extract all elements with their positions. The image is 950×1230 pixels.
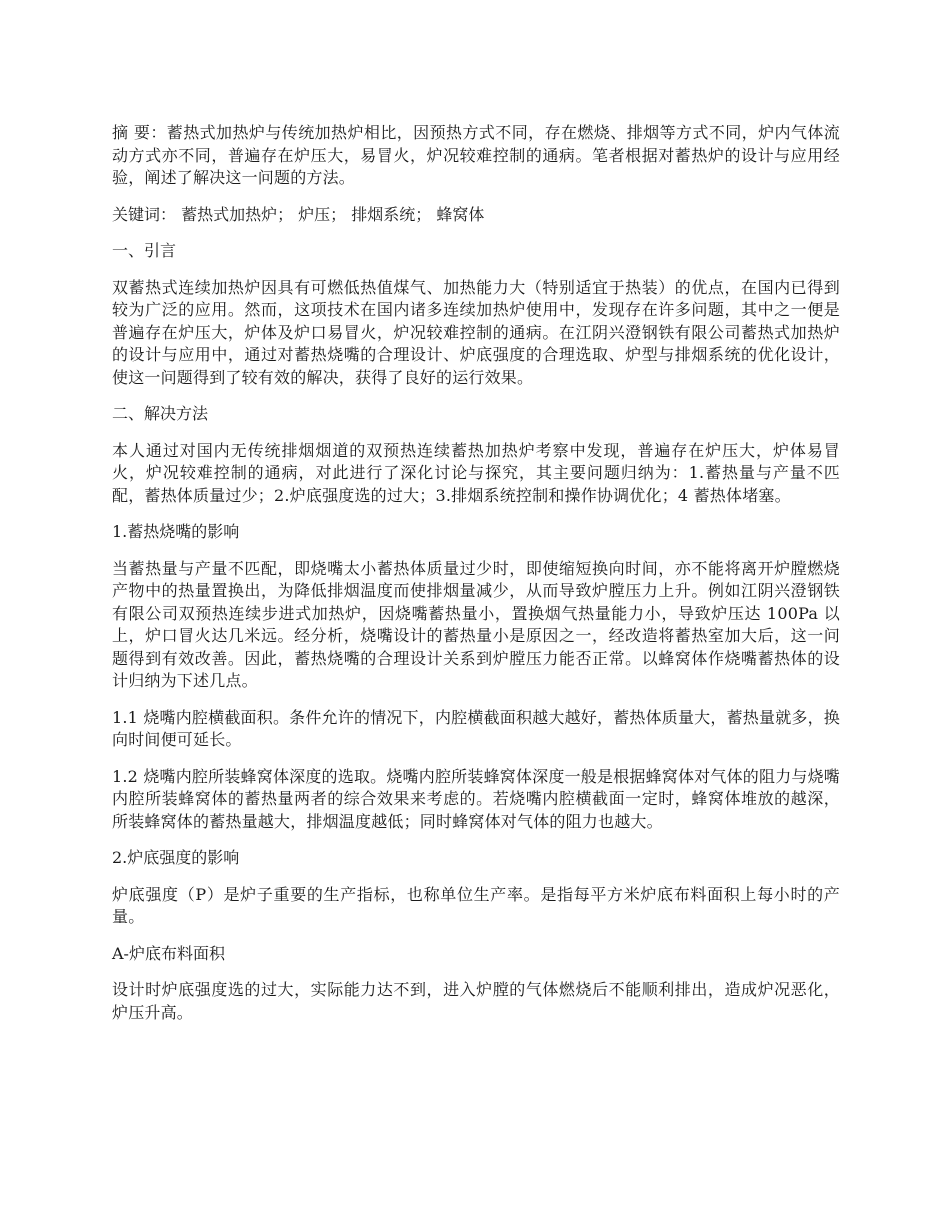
solution-paragraph: 本人通过对国内无传统排烟烟道的双预热连续蓄热加热炉考察中发现，普遍存在炉压大，炉体易冒火，炉况较难控制的通病，对此进行了深化讨论与探究，其主要问题归纳为：1.蓄热量与产量不匹配，蓄热体质量过少；2.炉底强度选的过大；3.排烟系统控制和操作协调优化；4 蓄热体堵塞。 bbox=[112, 440, 840, 505]
abstract-paragraph: 摘 要：蓄热式加热炉与传统加热炉相比，因预热方式不同，存在燃烧、排烟等方式不同，炉内气体流动方式亦不同，普遍存在炉压大，易冒火，炉况较难控制的通病。笔者根据对蓄热炉的设计与应用经验，阐述了解决这一问题的方法。 bbox=[112, 123, 840, 187]
hearth-intensity-paragraph: 炉底强度（P）是炉子重要的生产指标，也称单位生产率。是指每平方米炉底布料面积上每小时的产量。 bbox=[112, 884, 840, 926]
burner-paragraph: 当蓄热量与产量不匹配，即烧嘴太小蓄热体质量过少时，即使缩短换向时间，亦不能将离开炉膛燃烧产物中的热量置换出，为降低排烟温度而使排烟量减少，从而导致炉膛压力上升。例如江阴兴澄钢铁有限公司双预热连续步进式加热炉，因烧嘴蓄热量小，置换烟气热量能力小，导致炉压达 100Pa 以上，炉口冒火达几米远。经分析，烧嘴设计的蓄热量小是原因之一，经改造将蓄热室加大后，这一问题得到有效改善。因此，蓄热烧嘴的合理设计关系到炉膛压力能否正常。以蜂窝体作烧嘴蓄热体的设计归纳为下述几点。 bbox=[112, 558, 840, 690]
introduction-paragraph: 双蓄热式连续加热炉因具有可燃低热值煤气、加热能力大（特别适宜于热装）的优点，在国内已得到较为广泛的应用。然而，这项技术在国内诸多连续加热炉使用中，发现存在许多问题，其中之一便是普遍存在炉压大，炉体及炉口易冒火，炉况较难控制的通病。在江阴兴澄钢铁有限公司蓄热式加热炉的设计与应用中，通过对蓄热烧嘴的合理设计、炉底强度的合理选取、炉型与排烟系统的优化设计，使这一问题得到了较有效的解决，获得了良好的运行效果。 bbox=[112, 277, 840, 387]
subsection-title-hearth-area: A-炉底布料面积 bbox=[112, 943, 225, 963]
section-title-solution: 二、解决方法 bbox=[112, 404, 209, 423]
subsection-title-hearth-intensity: 2.炉底强度的影响 bbox=[112, 848, 240, 867]
keywords-line: 关键词： 蓄热式加热炉； 炉压； 排烟系统； 蜂窝体 bbox=[112, 204, 485, 224]
burner-point-1-2: 1.2 烧嘴内腔所装蜂窝体深度的选取。烧嘴内腔所装蜂窝体深度一般是根据蜂窝体对气体的阻力与烧嘴内腔所装蜂窝体的蓄热量两者的综合效果来考虑的。若烧嘴内腔横截面一定时，蜂窝体堆放的越深，所装蜂窝体的蓄热量越大，排烟温度越低；同时蜂窝体对气体的阻力也越大。 bbox=[112, 766, 840, 831]
subsection-title-burner: 1.蓄热烧嘴的影响 bbox=[112, 522, 240, 541]
section-title-introduction: 一、引言 bbox=[112, 241, 177, 260]
burner-point-1-1: 1.1 烧嘴内腔横截面积。条件允许的情况下，内腔横截面积越大越好，蓄热体质量大，蓄热量就多，换向时间便可延长。 bbox=[112, 707, 840, 749]
hearth-area-paragraph: 设计时炉底强度选的过大，实际能力达不到，进入炉膛的气体燃烧后不能顺利排出，造成炉况恶化，炉压升高。 bbox=[112, 980, 840, 1022]
